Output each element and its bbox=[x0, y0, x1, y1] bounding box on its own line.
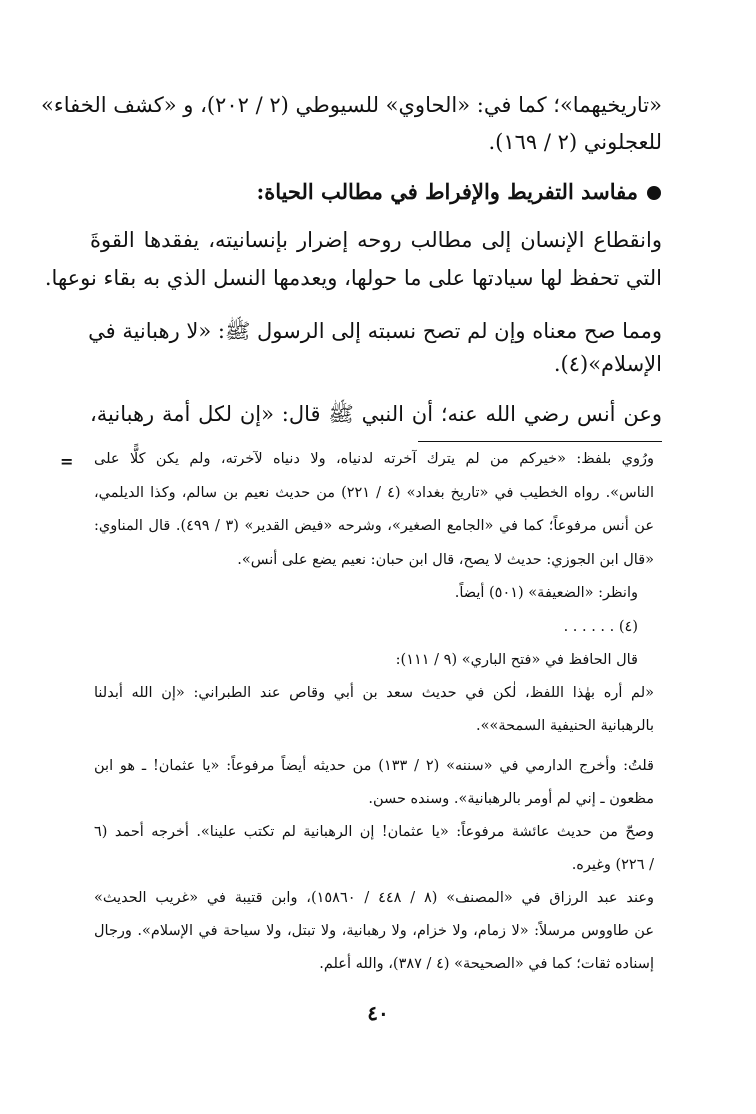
section-heading: مفاسد التفريط والإفراط في مطالب الحياة: bbox=[256, 179, 638, 204]
footnote-line: عن طاووس مرسلاً: «لا زمام، ولا خزام، ولا رهبانية، ولا تبتل، ولا سياحة في الإسلام». ورجال bbox=[94, 923, 654, 939]
footnote-line: / ٢٢٦) وغيره. bbox=[571, 857, 654, 873]
footnote-line: عن أنس مرفوعاً؛ كما في «الجامع الصغير»، وشرحه «فيض القدير» (٣ / ٤٩٩). قال المناوي: bbox=[94, 518, 654, 534]
body-line: وعن أنس رضي الله عنه؛ أن النبي ﷺ قال: «إن لكل أمة رهبانية، bbox=[90, 402, 662, 426]
footnote-line: وعند عبد الرزاق في «المصنف» (٨ / ٤٤٨ / ١٥٨٦٠)، وابن قتيبة في «غريب الحديث» bbox=[94, 890, 654, 906]
footnote-line: الناس». رواه الخطيب في «تاريخ بغداد» (٤ / ٢٢١) من حديث نعيم بن سالم، وكذا الديلمي، bbox=[94, 485, 654, 501]
footnote-line: بالرهبانية الحنيفية السمحة»». bbox=[475, 718, 654, 734]
footnote-line: مظعون ـ إني لم أومر بالرهبانية». وسنده حسن. bbox=[368, 791, 654, 807]
footnote-continuation-mark: = bbox=[60, 452, 74, 471]
body-line: ومما صح معناه وإن لم تصح نسبته إلى الرسول ﷺ: «لا رهبانية في bbox=[88, 319, 662, 343]
footnote-line: وصحّ من حديث عائشة مرفوعاً: «يا عثمان! إن الرهبانية لم تكتب علينا». أخرجه أحمد (٦ bbox=[94, 824, 654, 840]
footnote-line: «لم أره بهٰذا اللفظ، لٰكن في حديث سعد بن أبي وقاص عند الطبراني: «إن الله أبدلنا bbox=[94, 685, 654, 701]
footnote-line: ورُوي بلفظ: «خيركم من لم يترك آخرته لدنياه، ولا دنياه لآخرته، ولم يكن كلًّا على bbox=[94, 451, 654, 467]
footnote-line: قال الحافظ في «فتح الباري» (٩ / ١١١): bbox=[395, 652, 638, 668]
body-line: وانقطاع الإنسان إلى مطالب روحه إضرار بإنسانيته، يفقدها القوةَ bbox=[90, 228, 662, 252]
footnote-line: قلتُ: وأخرج الدارمي في «سننه» (٢ / ١٣٣) من حديثه أيضاً مرفوعاً: «يا عثمان! ـ هو ابن bbox=[94, 758, 654, 774]
footnote-line: (٤) . . . . . . bbox=[563, 619, 638, 635]
footnote-line: إسناده ثقات؛ كما في «الصحيحة» (٤ / ٣٨٧)، والله أعلم. bbox=[319, 956, 654, 972]
body-line: للعجلوني (٢ / ١٦٩). bbox=[488, 130, 662, 154]
footnote-divider bbox=[418, 441, 662, 442]
bullet-icon bbox=[647, 186, 661, 200]
footnote-line: «قال ابن الجوزي: حديث لا يصح، قال ابن حبان: نعيم يضع على أنس». bbox=[237, 552, 654, 568]
page-number: ٤٠ bbox=[367, 1001, 389, 1025]
body-line: الإسلام»(٤). bbox=[553, 352, 662, 376]
body-line: «تاريخيهما»؛ كما في: «الحاوي» للسيوطي (٢ / ٢٠٢)، و «كشف الخفاء» bbox=[41, 93, 662, 117]
footnote-line: وانظر: «الضعيفة» (٥٠١) أيضاً. bbox=[454, 585, 638, 601]
body-line: التي تحفظ لها سيادتها على ما حولها، ويعدمها النسل الذي به بقاء نوعها. bbox=[44, 266, 662, 290]
